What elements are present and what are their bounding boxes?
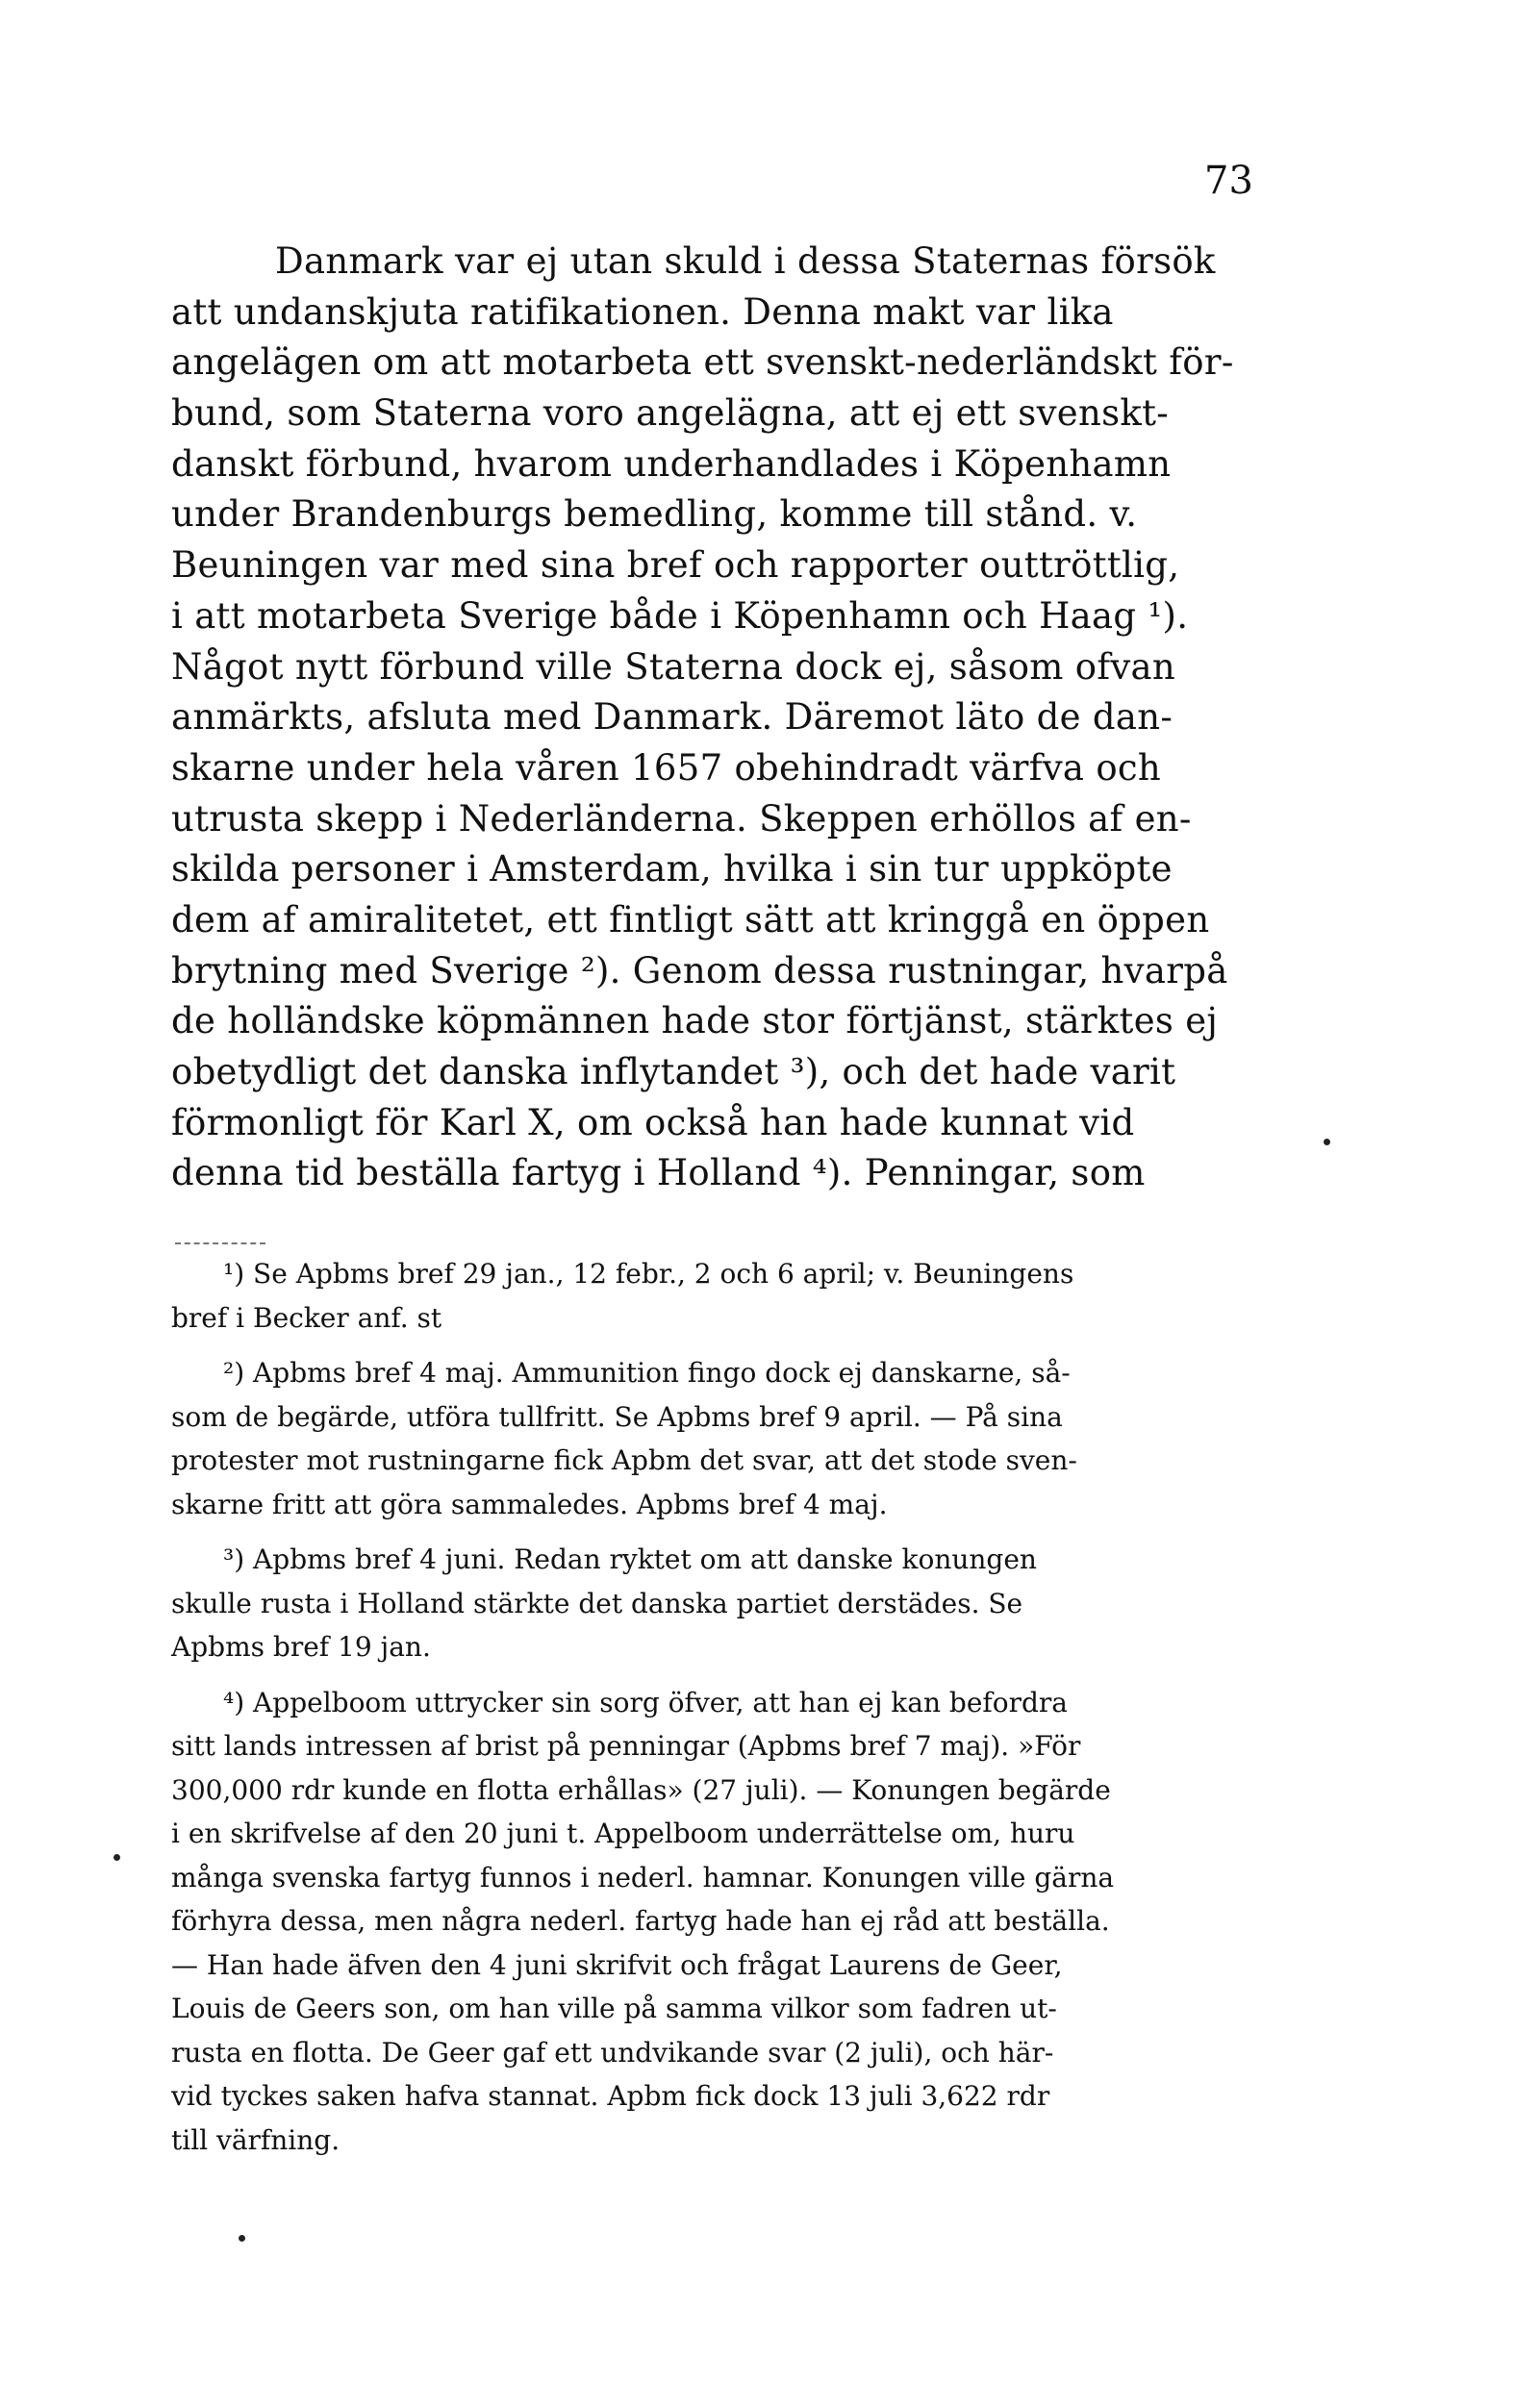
footnote-line: ³) Apbms bref 4 juni. Redan ryktet om att danske konungen <box>223 1543 1037 1575</box>
footnote-1 <box>171 1252 1293 1340</box>
footnote-line: Apbms bref 19 jan. <box>171 1631 431 1663</box>
body-line: i att motarbeta Sverige både i Köpenhamn och Haag ¹). <box>171 594 1189 637</box>
footnote-line: rusta en flotta. De Geer gaf ett undvikande svar (2 juli), och här- <box>171 2036 1054 2069</box>
body-line: förmonligt för Karl X, om också han hade kunnat vid <box>171 1101 1135 1143</box>
footnote-line: Louis de Geers son, om han ville på samma vilkor som fadren ut- <box>171 1993 1057 2024</box>
body-line: danskt förbund, hvarom underhandlades i Köpenhamn <box>171 442 1172 485</box>
footnote-line: förhyra dessa, men några nederl. fartyg hade han ej råd att beställa. <box>171 1905 1110 1937</box>
body-text <box>171 237 1293 1199</box>
footnote-line: till värfning. <box>171 2123 341 2156</box>
footnote-line: sitt lands intressen af brist på penningar (Apbms bref 7 maj). »För <box>171 1730 1081 1762</box>
footnote-4 <box>171 1681 1293 2163</box>
footnote-line: skulle rusta i Holland stärkte det danska partiet derstädes. Se <box>171 1587 1023 1619</box>
footnote-line: som de begärde, utföra tullfritt. Se Apbms bref 9 april. — På sina <box>171 1400 1063 1433</box>
footnote-line: — Han hade äfven den 4 juni skrifvit och frågat Laurens de Geer, <box>171 1948 1063 1981</box>
ink-speck <box>1324 1139 1330 1145</box>
footnote-line: skarne fritt att göra sammaledes. Apbms bref 4 maj. <box>171 1488 888 1520</box>
ink-speck <box>114 1854 120 1861</box>
footnote-3 <box>171 1538 1293 1669</box>
footnote-line: protester mot rustningarne fick Apbm det svar, att det stode sven- <box>171 1444 1077 1476</box>
body-line: Beuningen var med sina bref och rapporter outtröttlig, <box>171 544 1180 587</box>
footnote-line: ²) Apbms bref 4 maj. Ammunition fingo dock ej danskarne, så- <box>223 1357 1071 1389</box>
body-line: obetydligt det danska inflytandet ³), och det hade varit <box>171 1051 1176 1092</box>
body-line: bund, som Staterna voro angelägna, att ej ett svenskt- <box>171 392 1170 435</box>
footnote-line: i en skrifvelse af den 20 juni t. Appelboom underrättelse om, huru <box>171 1818 1075 1849</box>
body-line: att undanskjuta ratifikationen. Denna makt var lika <box>171 290 1114 333</box>
footnote-divider <box>175 1242 265 1244</box>
body-line: angelägen om att motarbeta ett svenskt-nederländskt för- <box>171 341 1234 384</box>
footnote-line: många svenska fartyg funnos i nederl. hamnar. Konungen ville gärna <box>171 1861 1115 1894</box>
body-line: skarne under hela våren 1657 obehindradt värfva och <box>171 746 1162 789</box>
footnote-line: ⁴) Appelboom uttrycker sin sorg öfver, att han ej kan befordra <box>223 1686 1068 1718</box>
body-line: Något nytt förbund ville Staterna dock ej, såsom ofvan <box>171 645 1176 688</box>
body-line: Danmark var ej utan skuld i dessa Staternas försök <box>275 240 1216 282</box>
body-line: under Brandenburgs bemedling, komme till stånd. v. <box>171 493 1138 536</box>
body-line: denna tid beställa fartyg i Holland ⁴). Penningar, som <box>171 1152 1146 1194</box>
footnote-line: bref i Becker anf. st <box>171 1301 442 1334</box>
footnote-line: 300,000 rdr kunde en flotta erhållas» (27 juli). — Konungen begärde <box>171 1773 1111 1806</box>
footnote-2 <box>171 1351 1293 1526</box>
footnote-line: vid tyckes saken hafva stannat. Apbm fick dock 13 juli 3,622 rdr <box>171 2080 1050 2112</box>
body-line: anmärkts, afsluta med Danmark. Däremot läto de dan- <box>171 696 1173 739</box>
body-line: skilda personer i Amsterdam, hvilka i sin tur uppköpte <box>171 848 1173 890</box>
body-line: de holländske köpmännen hade stor förtjänst, stärktes ej <box>171 1000 1219 1042</box>
body-line: brytning med Sverige ²). Genom dessa rustningar, hvarpå <box>171 949 1228 991</box>
page-number: 73 <box>1204 159 1253 203</box>
footnotes <box>171 1252 1293 2162</box>
body-line: dem af amiralitetet, ett fintligt sätt att kringgå en öppen <box>171 898 1210 941</box>
ink-speck <box>239 2235 245 2242</box>
body-line: utrusta skepp i Nederländerna. Skeppen erhöllos af en- <box>171 797 1192 840</box>
footnote-line: ¹) Se Apbms bref 29 jan., 12 febr., 2 och 6 april; v. Beuningens <box>223 1258 1074 1290</box>
